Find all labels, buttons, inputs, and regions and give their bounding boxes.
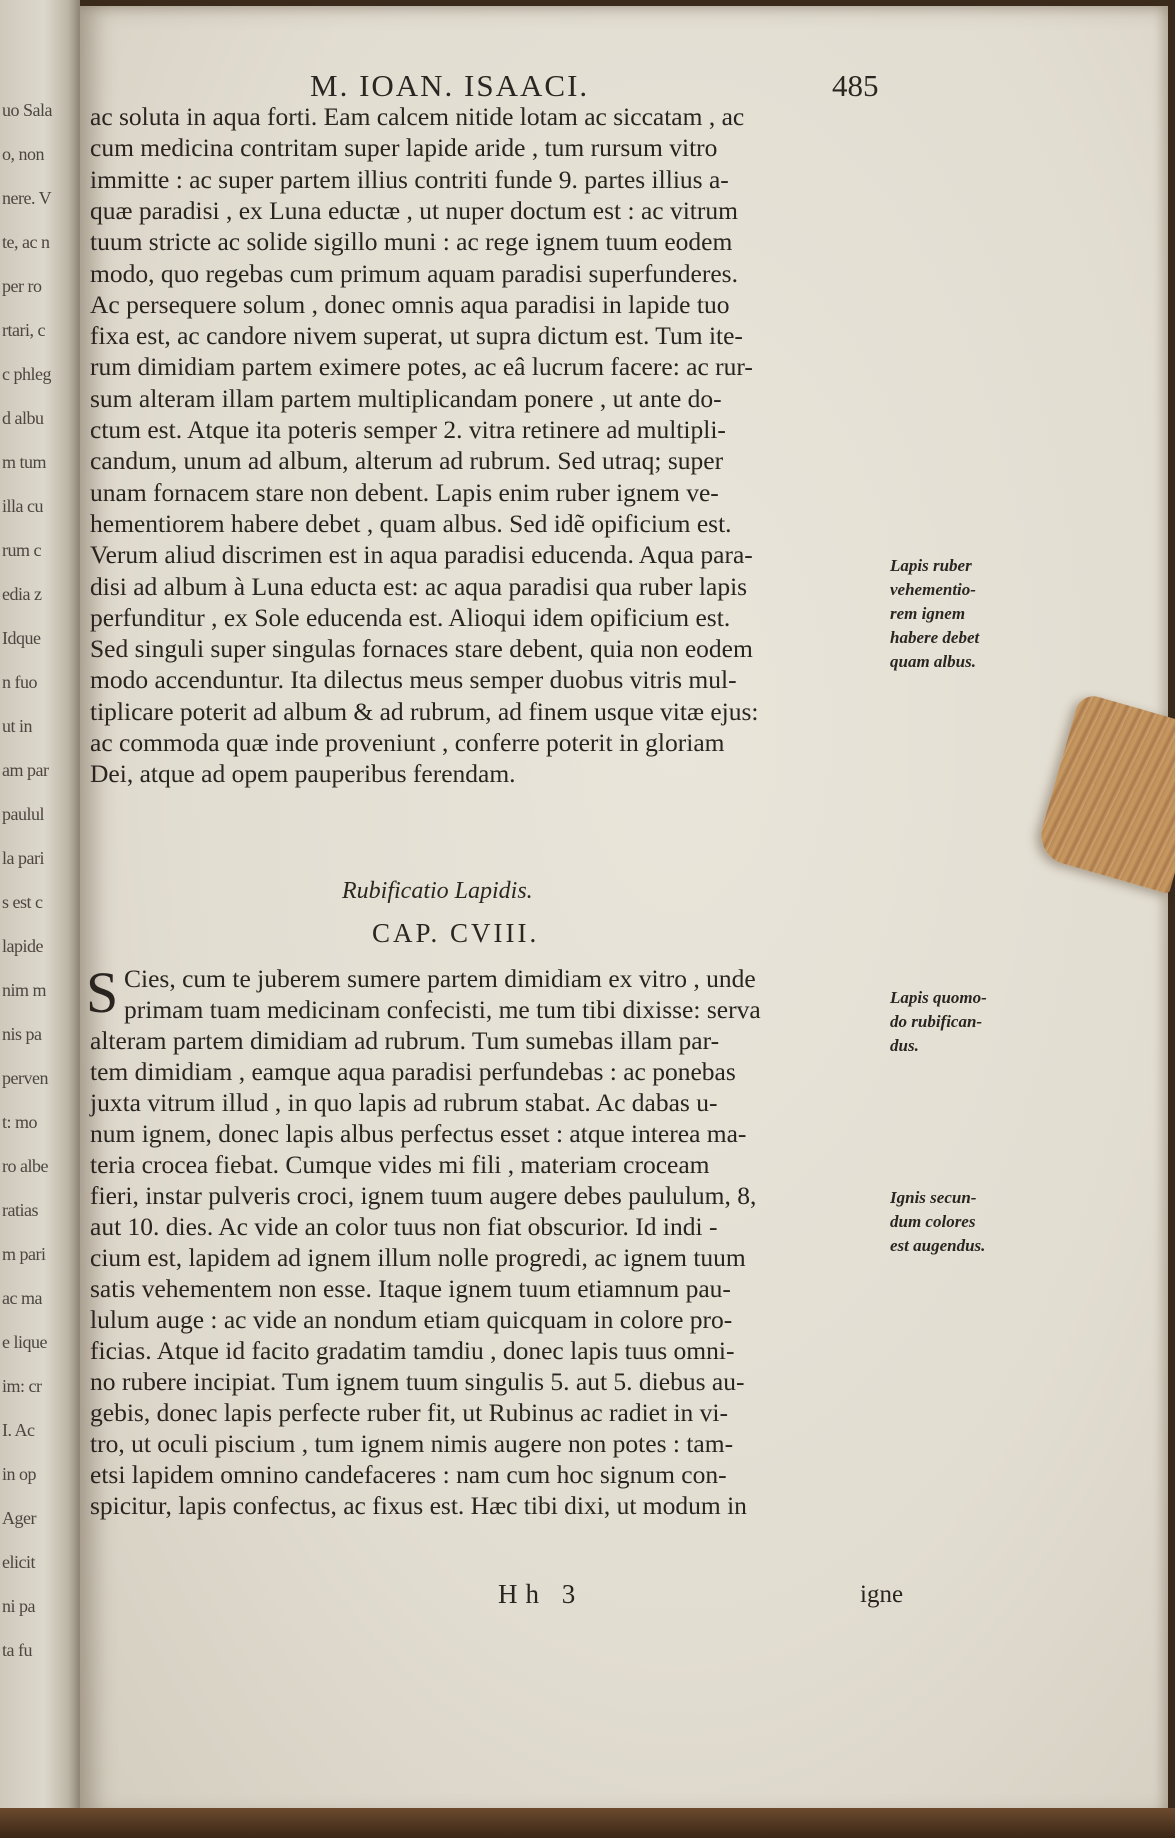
text-line: modo accenduntur. Ita dilectus meus semper duobus vitris mul- — [90, 665, 737, 695]
marginal-note-line: Lapis quomo- — [890, 988, 987, 1007]
left-page-fragment: am par — [2, 760, 49, 780]
left-page-fragment: edia z — [2, 584, 42, 604]
text-line: tiplicare poterit ad album & ad rubrum, ad finem usque vitæ ejus: — [90, 696, 759, 726]
marginal-note-line: habere debet — [890, 628, 980, 647]
marginal-note-line: rem ignem — [890, 604, 966, 623]
text-line: Verum aliud discrimen est in aqua paradisi educenda. Aqua para- — [90, 540, 753, 570]
marginal-note-line: dum colores — [890, 1212, 976, 1231]
left-page-fragment: ta fu — [2, 1640, 32, 1660]
left-page-fragment: ratias — [2, 1200, 38, 1220]
left-page-fragment: ut in — [2, 716, 33, 736]
left-page-fragment: rum c — [2, 540, 41, 560]
left-page-fragment: o, non — [2, 144, 44, 164]
marginal-note-line: Lapis ruber — [890, 556, 972, 575]
marginal-note-line: Ignis secun- — [890, 1188, 977, 1207]
left-page-fragment: s est c — [2, 892, 43, 912]
text-line: primam tuam medicinam confecisti, me tum tibi dixisse: serva — [124, 995, 761, 1024]
left-page-fragment: nis pa — [2, 1024, 42, 1044]
left-page-fragment: per ro — [2, 276, 42, 296]
signature-mark: Hh 3 — [498, 1579, 584, 1609]
text-line: tuum stricte ac solide sigillo muni : ac rege ignem tuum eodem — [90, 227, 733, 257]
left-page-fragment: ro albe — [2, 1156, 48, 1176]
catchword: igne — [860, 1581, 904, 1608]
text-line: Ac persequere solum , donec omnis aqua paradisi in lapide tuo — [90, 289, 730, 319]
left-page-fragment: uo Sala — [2, 100, 52, 120]
text-line: immitte : ac super partem illius contriti funde 9. partes illius a- — [90, 164, 729, 194]
text-line: aut 10. dies. Ac vide an color tuus non fiat obscurior. Id indi - — [90, 1212, 718, 1241]
adjacent-left-page — [0, 0, 80, 1838]
section-subtitle: Rubificatio Lapidis. — [342, 878, 533, 904]
text-line: ctum est. Atque ita poteris semper 2. vitra retinere ad multipli- — [90, 415, 726, 444]
marginal-note-2 — [890, 986, 1020, 1058]
book-bottom-edge — [0, 1808, 1175, 1838]
left-page-fragment: im: cr — [2, 1376, 42, 1396]
left-page-fragment: e lique — [2, 1332, 47, 1352]
left-page-fragment: illa cu — [2, 496, 43, 516]
left-page-fragment: ni pa — [2, 1596, 35, 1616]
left-page-fragment: d albu — [2, 408, 44, 428]
left-page-fragment: te, ac n — [2, 232, 50, 252]
text-line: candum, unum ad album, alterum ad rubrum. Sed utraq; super — [90, 446, 724, 476]
left-page-fragment: elicit — [2, 1552, 35, 1572]
left-page-fragment: Idque — [2, 628, 41, 648]
text-line: etsi lapidem omnino candefaceres : nam cum hoc signum con- — [90, 1460, 727, 1489]
text-line: rum dimidiam partem eximere potes, ac eâ lucrum facere: ac rur- — [90, 352, 753, 382]
text-line: fixa est, ac candore nivem superat, ut supra dictum est. Tum ite- — [90, 321, 743, 351]
text-line: cum medicina contritam super lapide aride , tum rursum vitro — [90, 133, 718, 163]
marginal-note-line: do rubifican- — [890, 1012, 983, 1031]
text-line: alteram partem dimidiam ad rubrum. Tum sumebas illam par- — [90, 1026, 720, 1055]
text-line: sum alteram illam partem multiplicandam ponere , ut ante do- — [90, 383, 722, 413]
left-page-fragment: c phleg — [2, 364, 51, 384]
text-line: gebis, donec lapis perfecte ruber fit, ut Rubinus ac radiet in vi- — [90, 1398, 728, 1427]
text-line: cium est, lapidem ad ignem illum nolle progredi, ac ignem tuum — [90, 1243, 746, 1272]
text-line: quæ paradisi , ex Luna eductæ , ut nuper doctum est : ac vitrum — [90, 195, 738, 225]
left-page-fragment: Ager — [2, 1508, 36, 1528]
left-page-fragment: m tum — [2, 452, 47, 472]
text-line: hementiorem habere debet , quam albus. Sed idẽ opificium est. — [90, 508, 732, 538]
left-page-fragment: t: mo — [2, 1112, 38, 1132]
page-number: 485 — [832, 68, 879, 103]
text-line: spicitur, lapis confectus, ac fixus est. Hæc tibi dixi, ut modum in — [90, 1491, 747, 1520]
marginal-note-line: dus. — [890, 1036, 919, 1055]
text-line: fieri, instar pulveris croci, ignem tuum augere debes paululum, 8, — [90, 1181, 757, 1210]
marginal-note-3 — [890, 1186, 1020, 1258]
drop-cap: S — [86, 960, 119, 1025]
text-line: ac soluta in aqua forti. Eam calcem nitide lotam ac siccatam , ac — [90, 102, 745, 131]
text-line: tem dimidiam , eamque aqua paradisi perfundebas : ac ponebas — [90, 1057, 736, 1086]
text-line: juxta vitrum illud , in quo lapis ad rubrum stabat. Ac dabas u- — [90, 1088, 718, 1117]
left-page-fragment: ac ma — [2, 1288, 42, 1308]
left-page-fragment: in op — [2, 1464, 37, 1484]
text-line: disi ad album à Luna educta est: ac aqua paradisi qua ruber lapis — [90, 571, 748, 601]
text-line: lulum auge : ac vide an nondum etiam quicquam in colore pro- — [90, 1305, 733, 1334]
left-page-fragment: perven — [2, 1068, 48, 1088]
marginal-note-1 — [890, 554, 1020, 674]
text-line: Dei, atque ad opem pauperibus ferendam. — [90, 759, 516, 789]
text-line: ficias. Atque id facito gradatim tamdiu , donec lapis tuus omni- — [90, 1336, 735, 1365]
marginal-note-line: vehementio- — [890, 580, 976, 599]
text-line: teria crocea fiebat. Cumque vides mi fili , materiam croceam — [90, 1150, 710, 1179]
left-page-fragment: nim m — [2, 980, 47, 1000]
text-line: unam fornacem stare non debent. Lapis enim ruber ignem ve- — [90, 477, 719, 507]
marginal-note-line: quam albus. — [890, 652, 976, 671]
left-page-fragment: paulul — [2, 804, 44, 824]
text-line: Cies, cum te juberem sumere partem dimidiam ex vitro , unde — [124, 964, 756, 993]
text-line: perfunditur , ex Sole educenda est. Alioqui idem opificium est. — [90, 602, 731, 632]
marginal-note-line: est augendus. — [890, 1236, 986, 1255]
left-page-fragment: I. Ac — [2, 1420, 35, 1440]
text-line: Sed singuli super singulas fornaces stare debent, quia non eodem — [90, 634, 753, 664]
left-page-fragment: lapide — [2, 936, 43, 956]
running-title: M. IOAN. ISAACI. — [310, 68, 590, 103]
book-page — [80, 6, 1168, 1818]
text-line: no rubere incipiat. Tum ignem tuum singulis 5. aut 5. diebus au- — [90, 1367, 745, 1396]
left-page-fragment: n fuo — [2, 672, 37, 692]
left-page-fragment: la pari — [2, 848, 44, 868]
text-line: tro, ut oculi piscium , tum ignem nimis augere non potes : tam- — [90, 1429, 734, 1458]
left-page-fragment: m pari — [2, 1244, 46, 1264]
text-line: modo, quo regebas cum primum aquam paradisi superfunderes. — [90, 258, 738, 288]
text-line: ac commoda quæ inde proveniunt , conferre poterit in gloriam — [90, 728, 725, 757]
chapter-heading: CAP. CVIII. — [372, 918, 540, 948]
text-line: num ignem, donec lapis albus perfectus esset : atque interea ma- — [90, 1119, 747, 1148]
left-page-fragment: rtari, c — [2, 320, 45, 340]
text-line: satis vehementem non esse. Itaque ignem tuum etiamnum pau- — [90, 1274, 731, 1303]
left-page-fragment: nere. V — [2, 188, 52, 208]
